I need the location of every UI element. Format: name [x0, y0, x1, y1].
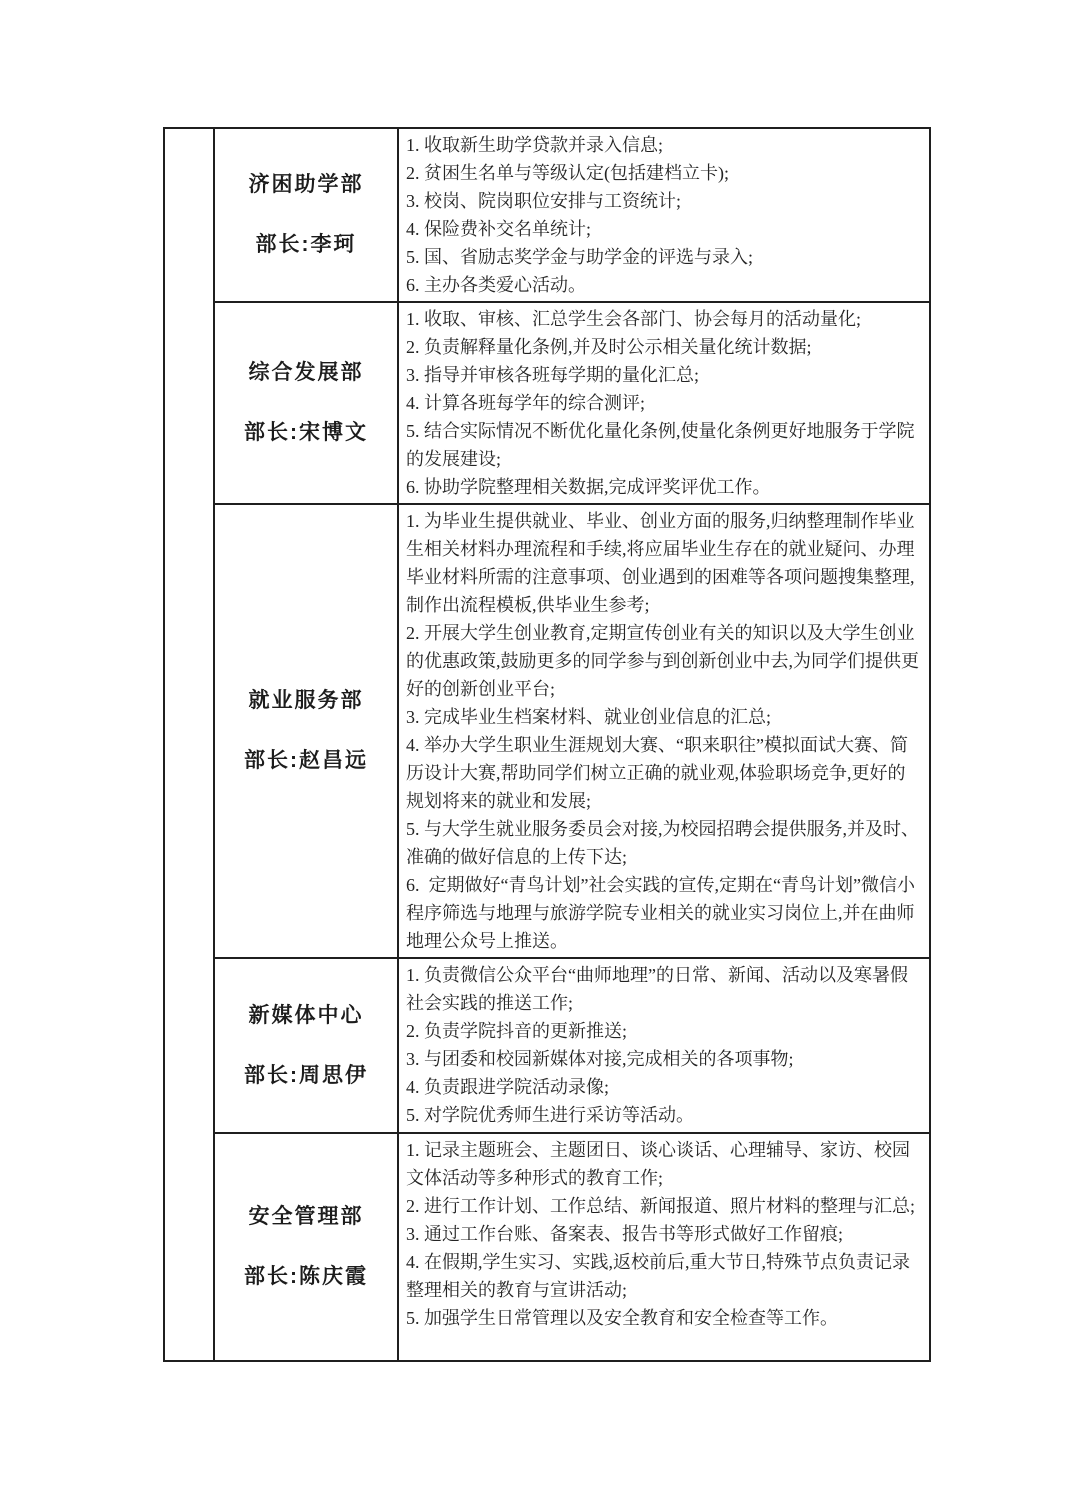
duty-item: 4. 计算各班每学年的综合测评;	[406, 393, 645, 413]
duty-item: 4. 保险费补交名单统计;	[406, 219, 592, 239]
duties-cell	[397, 129, 929, 301]
duties-cell	[397, 303, 929, 503]
duty-item: 5. 加强学生日常管理以及安全教育和安全检查等工作。	[406, 1308, 838, 1328]
table-row	[215, 1134, 929, 1360]
department-leader: 部长:陈庆霞	[244, 1265, 368, 1288]
duties-cell	[397, 1134, 929, 1360]
duty-item: 1. 负责微信公众平台“曲师地理”的日常、新闻、活动以及寒暑假社会实践的推送工作;	[406, 965, 908, 1013]
left-spacer-cell	[165, 129, 215, 1360]
duties-cell	[397, 959, 929, 1132]
duty-item: 6. 主办各类爱心活动。	[406, 275, 586, 295]
duty-item: 3. 通过工作台账、备案表、报告书等形式做好工作留痕;	[406, 1224, 843, 1244]
duty-item: 4. 举办大学生职业生涯规划大赛、“职来职往”模拟面试大赛、简历设计大赛,帮助同学们树立正确的就业观,体验职场竞争,更好的规划将来的就业和发展;	[406, 735, 908, 811]
duty-item: 3. 完成毕业生档案材料、就业创业信息的汇总;	[406, 707, 771, 727]
duty-item: 6. 协助学院整理相关数据,完成评奖评优工作。	[406, 477, 771, 497]
table-row	[215, 959, 929, 1134]
duties-cell	[397, 505, 929, 957]
duty-item: 5. 对学院优秀师生进行采访等活动。	[406, 1105, 694, 1125]
duty-item: 2. 负责学院抖音的更新推送;	[406, 1021, 627, 1041]
table-row	[215, 303, 929, 505]
duty-item: 1. 收取、审核、汇总学生会各部门、协会每月的活动量化;	[406, 309, 861, 329]
department-cell	[215, 505, 397, 957]
department-leader: 部长:周思伊	[244, 1063, 368, 1087]
table-rows	[215, 129, 929, 1360]
department-duties-table	[163, 127, 931, 1362]
duty-item: 3. 校岗、院岗职位安排与工资统计;	[406, 191, 681, 211]
duty-item: 5. 国、省励志奖学金与助学金的评选与录入;	[406, 247, 753, 267]
department-cell	[215, 129, 397, 301]
duty-item: 6. 定期做好“青鸟计划”社会实践的宣传,定期在“青鸟计划”微信小程序筛选与地理与旅游学院专业相关的就业实习岗位上,并在曲师地理公众号上推送。	[406, 875, 915, 951]
duty-item: 1. 记录主题班会、主题团日、谈心谈话、心理辅导、家访、校园文体活动等多种形式的教育工作;	[406, 1140, 910, 1188]
department-leader: 部长:李珂	[255, 233, 357, 256]
department-cell	[215, 1134, 397, 1360]
department-name: 安全管理部	[248, 1205, 364, 1228]
duty-item: 2. 进行工作计划、工作总结、新闻报道、照片材料的整理与汇总;	[406, 1196, 915, 1216]
duty-item: 3. 与团委和校园新媒体对接,完成相关的各项事物;	[406, 1049, 794, 1069]
department-name: 综合发展部	[248, 361, 364, 384]
duty-item: 1. 为毕业生提供就业、毕业、创业方面的服务,归纳整理制作毕业生相关材料办理流程和手续,将应届毕业生存在的就业疑问、办理毕业材料所需的注意事项、创业遇到的困难等各项问题搜集整理,制作出流程模板,供毕业生参考;	[406, 511, 915, 615]
duty-item: 4. 负责跟进学院活动录像;	[406, 1077, 609, 1097]
department-leader: 部长:宋博文	[244, 421, 368, 444]
department-cell	[215, 959, 397, 1132]
department-leader: 部长:赵昌远	[244, 749, 368, 772]
duty-item: 5. 与大学生就业服务委员会对接,为校园招聘会提供服务,并及时、准确的做好信息的上传下达;	[406, 819, 919, 867]
duty-item: 2. 负责解释量化条例,并及时公示相关量化统计数据;	[406, 337, 812, 357]
duty-item: 1. 收取新生助学贷款并录入信息;	[406, 135, 663, 155]
department-name: 济困助学部	[248, 173, 364, 196]
table-row	[215, 505, 929, 959]
department-name: 就业服务部	[248, 689, 364, 712]
duty-item: 3. 指导并审核各班每学期的量化汇总;	[406, 365, 699, 385]
department-cell	[215, 303, 397, 503]
duty-item: 2. 开展大学生创业教育,定期宣传创业有关的知识以及大学生创业的优惠政策,鼓励更多的同学参与到创新创业中去,为同学们提供更好的创新创业平台;	[406, 623, 919, 699]
department-name: 新媒体中心	[248, 1003, 364, 1027]
table-row	[215, 129, 929, 303]
duty-item: 2. 贫困生名单与等级认定(包括建档立卡);	[406, 163, 729, 183]
duty-item: 5. 结合实际情况不断优化量化条例,使量化条例更好地服务于学院的发展建设;	[406, 421, 915, 469]
duty-item: 4. 在假期,学生实习、实践,返校前后,重大节日,特殊节点负责记录整理相关的教育与宣讲活动;	[406, 1252, 910, 1300]
